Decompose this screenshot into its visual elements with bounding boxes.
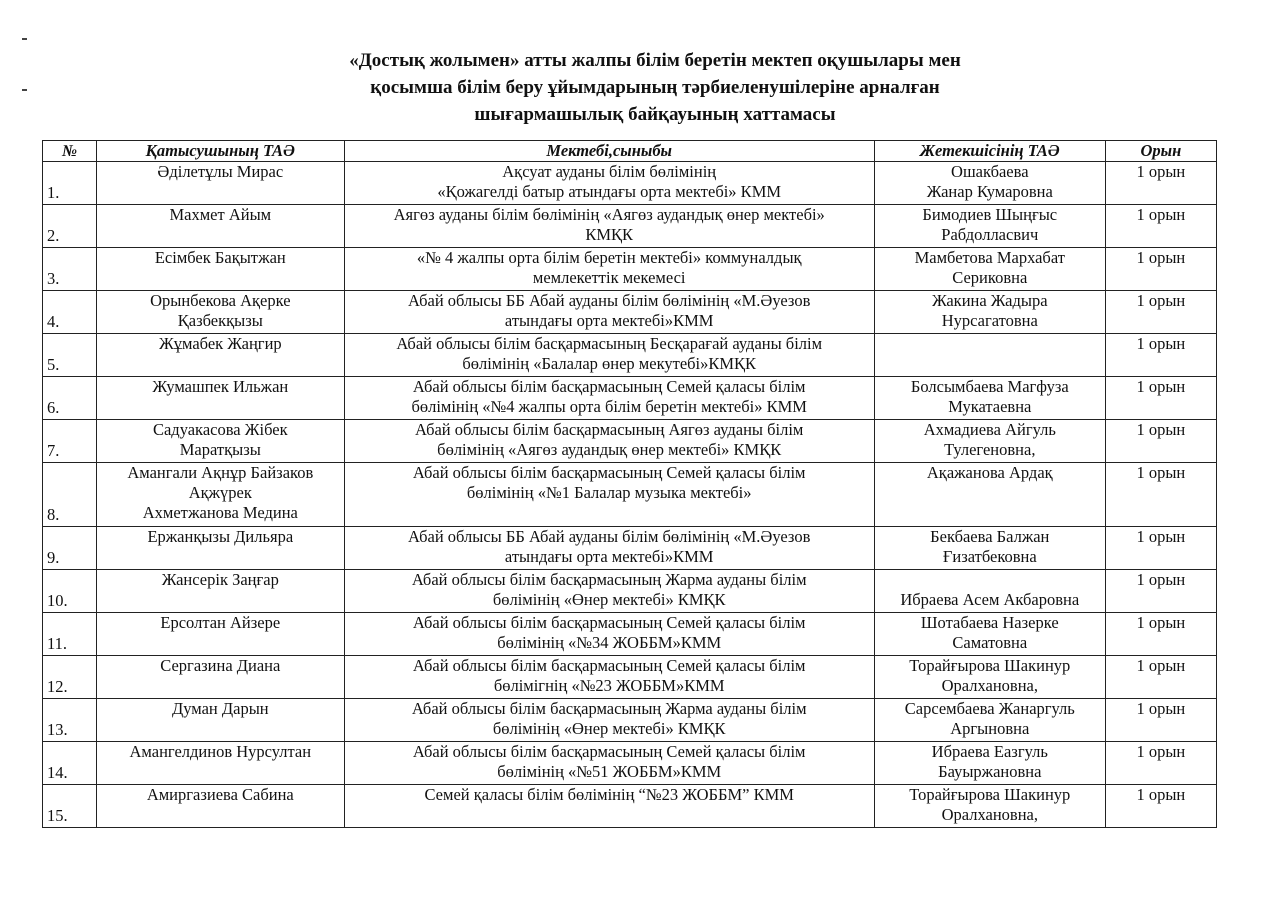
table-header-row [43,141,1217,162]
protocol-table [42,140,1217,828]
table-row [43,463,1217,527]
participant-name: Амиргазиева Сабина [97,785,344,828]
scan-mark [22,89,27,91]
participant-name: Махмет Айым [97,205,344,248]
row-number: 5. [43,334,97,377]
table-row [43,613,1217,656]
leader-name: Торайғырова Шакинур Оралхановна, [874,656,1105,699]
participant-name: Амангелдинов Нурсултан [97,742,344,785]
participant-name: Жансерік Заңғар [97,570,344,613]
table-row [43,527,1217,570]
participant-name: Есімбек Бақытжан [97,248,344,291]
table-row [43,205,1217,248]
leader-name: Ақажанова Ардақ [874,463,1105,527]
leader-name: Жакина Жадыра Нурсагатовна [874,291,1105,334]
school-name: Абай облысы білім басқармасының Аягөз ауданы білім бөлімінің «Аягөз аудандық өнер мектебі» КМҚК [344,420,874,463]
participant-name: Әділетұлы Мирас [97,162,344,205]
row-number: 2. [43,205,97,248]
row-number: 11. [43,613,97,656]
table-row [43,291,1217,334]
row-number: 14. [43,742,97,785]
leader-name: Бекбаева Балжан Ғизатбековна [874,527,1105,570]
participant-name: Амангали Ақнұр Байзаков Ақжүрек Ахметжанова Медина [97,463,344,527]
place-value: 1 орын [1105,613,1216,656]
school-name: Ақсуат ауданы білім бөлімінің «Қожагелді батыр атындағы орта мектебі» КММ [344,162,874,205]
school-name: Абай облысы білім басқармасының Семей қаласы білім бөлімінің «№4 жалпы орта білім беретін мектебі» КММ [344,377,874,420]
document-title [200,47,1110,128]
row-number: 15. [43,785,97,828]
school-name: Аягөз ауданы білім бөлімінің «Аягөз аудандық өнер мектебі» КМҚК [344,205,874,248]
table-row [43,785,1217,828]
leader-name: Ибраева Еазгуль Бауыржановна [874,742,1105,785]
school-name: Абай облысы білім басқармасының Семей қаласы білім бөлімігнің «№23 ЖОББМ»КММ [344,656,874,699]
place-value: 1 орын [1105,420,1216,463]
place-value: 1 орын [1105,742,1216,785]
leader-name: Болсымбаева Магфуза Мукатаевна [874,377,1105,420]
row-number: 6. [43,377,97,420]
row-number: 4. [43,291,97,334]
school-name: Абай облысы білім басқармасының Жарма ауданы білім бөлімінің «Өнер мектебі» КМҚК [344,570,874,613]
title-line-3: шығармашылық байқауының хаттамасы [474,104,836,125]
row-number: 3. [43,248,97,291]
place-value: 1 орын [1105,291,1216,334]
leader-name: Ошакбаева Жанар Кумаровна [874,162,1105,205]
place-value: 1 орын [1105,527,1216,570]
leader-name: Бимодиев Шыңғыс Рабдолласвич [874,205,1105,248]
school-name: Абай облысы ББ Абай ауданы білім бөлімінің «М.Әуезов атындағы орта мектебі»КММ [344,527,874,570]
table-row [43,162,1217,205]
row-number: 12. [43,656,97,699]
school-name: Абай облысы білім басқармасының Семей қаласы білім бөлімінің «№1 Балалар музыка мектебі» [344,463,874,527]
title-line-1: «Достық жолымен» атты жалпы білім беретін мектеп оқушылары мен [349,50,961,71]
scan-mark [22,38,27,40]
participant-name: Садуакасова Жібек Маратқызы [97,420,344,463]
place-value: 1 орын [1105,570,1216,613]
place-value: 1 орын [1105,699,1216,742]
table-row [43,742,1217,785]
place-value: 1 орын [1105,162,1216,205]
header-participant: Қатысушының ТАӘ [97,141,344,162]
school-name: Семей қаласы білім бөлімінің “№23 ЖОББМ” КММ [344,785,874,828]
leader-name: Торайғырова Шакинур Оралхановна, [874,785,1105,828]
header-school: Мектебі,сыныбы [344,141,874,162]
table-row [43,656,1217,699]
row-number: 9. [43,527,97,570]
table-row [43,334,1217,377]
place-value: 1 орын [1105,248,1216,291]
leader-name: Мамбетова Мархабат Сериковна [874,248,1105,291]
table-row [43,377,1217,420]
school-name: «№ 4 жалпы орта білім беретін мектебі» коммуналдық мемлекеттік мекемесі [344,248,874,291]
row-number: 13. [43,699,97,742]
participant-name: Ерсолтан Айзере [97,613,344,656]
table-row [43,699,1217,742]
school-name: Абай облысы білім басқармасының Бесқарағай ауданы білім бөлімінің «Балалар өнер мекутебі»КМҚК [344,334,874,377]
participant-name: Орынбекова Ақерке Қазбекқызы [97,291,344,334]
row-number: 10. [43,570,97,613]
leader-name: Сарсембаева Жанаргуль Аргыновна [874,699,1105,742]
leader-name: Ахмадиева Айгуль Тулегеновна, [874,420,1105,463]
school-name: Абай облысы білім басқармасының Семей қаласы білім бөлімінің «№51 ЖОББМ»КММ [344,742,874,785]
row-number: 8. [43,463,97,527]
place-value: 1 орын [1105,377,1216,420]
table-row [43,420,1217,463]
header-place: Орын [1105,141,1216,162]
participant-name: Думан Дарын [97,699,344,742]
participant-name: Жумашпек Ильжан [97,377,344,420]
row-number: 7. [43,420,97,463]
participant-name: Жұмабек Жаңгир [97,334,344,377]
row-number: 1. [43,162,97,205]
leader-name [874,334,1105,377]
place-value: 1 орын [1105,334,1216,377]
school-name: Абай облысы ББ Абай ауданы білім бөлімінің «М.Әуезов атындағы орта мектебі»КММ [344,291,874,334]
header-number: № [43,141,97,162]
school-name: Абай облысы білім басқармасының Семей қаласы білім бөлімінің «№34 ЖОББМ»КММ [344,613,874,656]
place-value: 1 орын [1105,463,1216,527]
school-name: Абай облысы білім басқармасының Жарма ауданы білім бөлімінің «Өнер мектебі» КМҚК [344,699,874,742]
leader-name: Шотабаева Назерке Саматовна [874,613,1105,656]
place-value: 1 орын [1105,205,1216,248]
title-line-2: қосымша білім беру ұйымдарының тәрбиеленушілеріне арналған [370,77,940,98]
place-value: 1 орын [1105,785,1216,828]
participant-name: Сергазина Диана [97,656,344,699]
table-row [43,248,1217,291]
table-row [43,570,1217,613]
place-value: 1 орын [1105,656,1216,699]
header-leader: Жетекшісінің ТАӘ [874,141,1105,162]
participant-name: Ержанқызы Дильяра [97,527,344,570]
leader-name: Ибраева Асем Акбаровна [874,570,1105,613]
